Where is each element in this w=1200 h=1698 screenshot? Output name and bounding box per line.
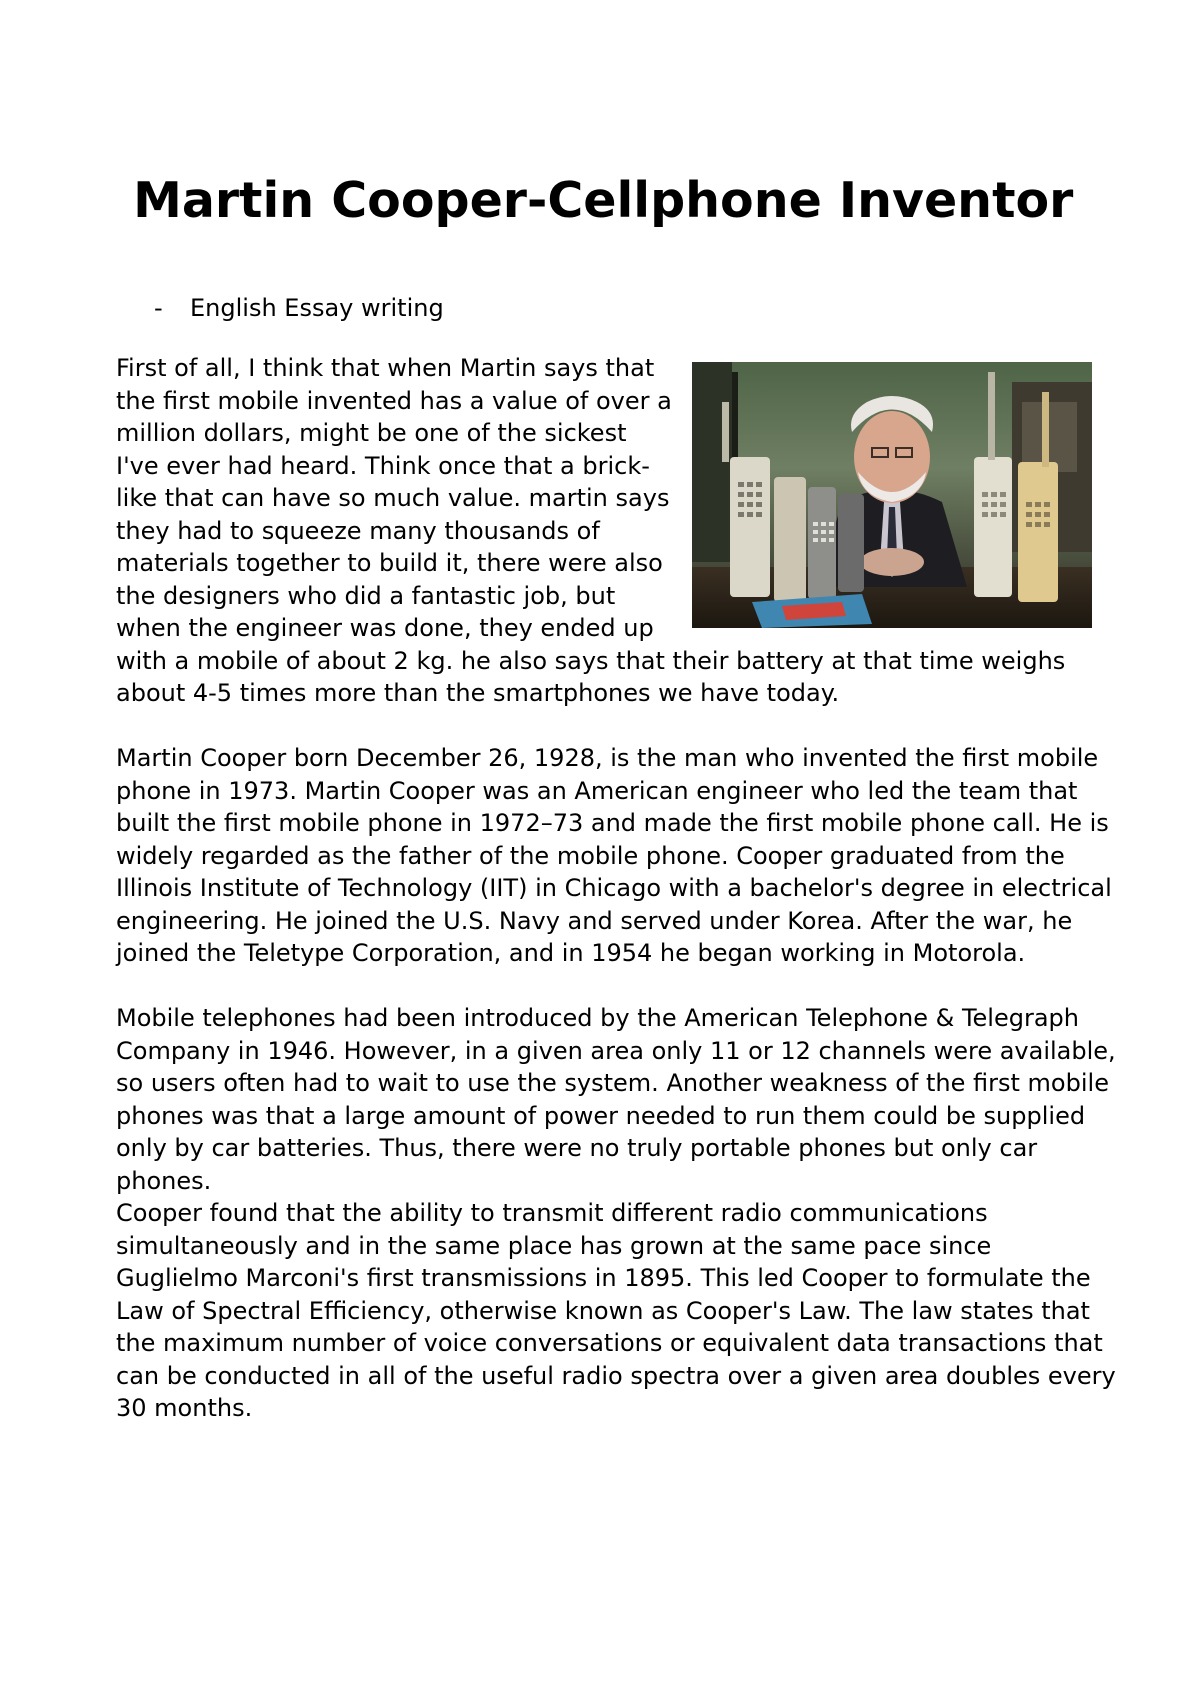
paragraph-3: Mobile telephones had been introduced by the American Telephone & Telegraph Company in 1946. However, in a given area only 11 or 12 channels were available, so users often had to wait to use the system. Another weakness of the first mobile phones was that a large amount of power needed to run them could be supplied only by car batteries. Thus, there were no truly portable phones but only car phones.: [116, 1004, 1116, 1195]
essay-body: [116, 352, 1116, 1425]
subtitle-text: English Essay writing: [190, 294, 444, 322]
photo-martin-cooper-with-phones: [692, 362, 1092, 628]
document-title: Martin Cooper-Cellphone Inventor: [116, 172, 1074, 229]
subtitle-dash: -: [154, 294, 163, 322]
paragraph-2: Martin Cooper born December 26, 1928, is the man who invented the first mobile phone in 1973. Martin Cooper was an American engineer who led the team that built the first mobile phone in 1972–73 and made the first mobile phone call. He is widely regarded as the father of the mobile phone. Cooper graduated from the Illinois Institute of Technology (IIT) in Chicago with a bachelor's degree in electrical engineering. He joined the U.S. Navy and served under Korea. After the war, he joined the Teletype Corporation, and in 1954 he began working in Motorola.: [116, 744, 1112, 967]
paragraph-1: First of all, I think that when Martin says that the first mobile invented has a value of over a million dollars, might be one of the sickest I've ever had heard. Think once that a brick-like that can have so much value. martin says they had to squeeze many thousands of materials together to build it, there were also the designers who did a fantastic job, but when the engineer was done, they ended up with a mobile of about 2 kg. he also says that their battery at that time weighs about 4-5 times more than the smartphones we have today.: [116, 354, 1066, 707]
paragraph-4: Cooper found that the ability to transmit different radio communications simultaneously and in the same place has grown at the same pace since Guglielmo Marconi's first transmissions in 1895. This led Cooper to formulate the Law of Spectral Efficiency, otherwise known as Cooper's Law. The law states that the maximum number of voice conversations or equivalent data transactions that can be conducted in all of the useful radio spectra over a given area doubles every 30 months.: [116, 1199, 1116, 1422]
document-subtitle: [116, 292, 444, 324]
